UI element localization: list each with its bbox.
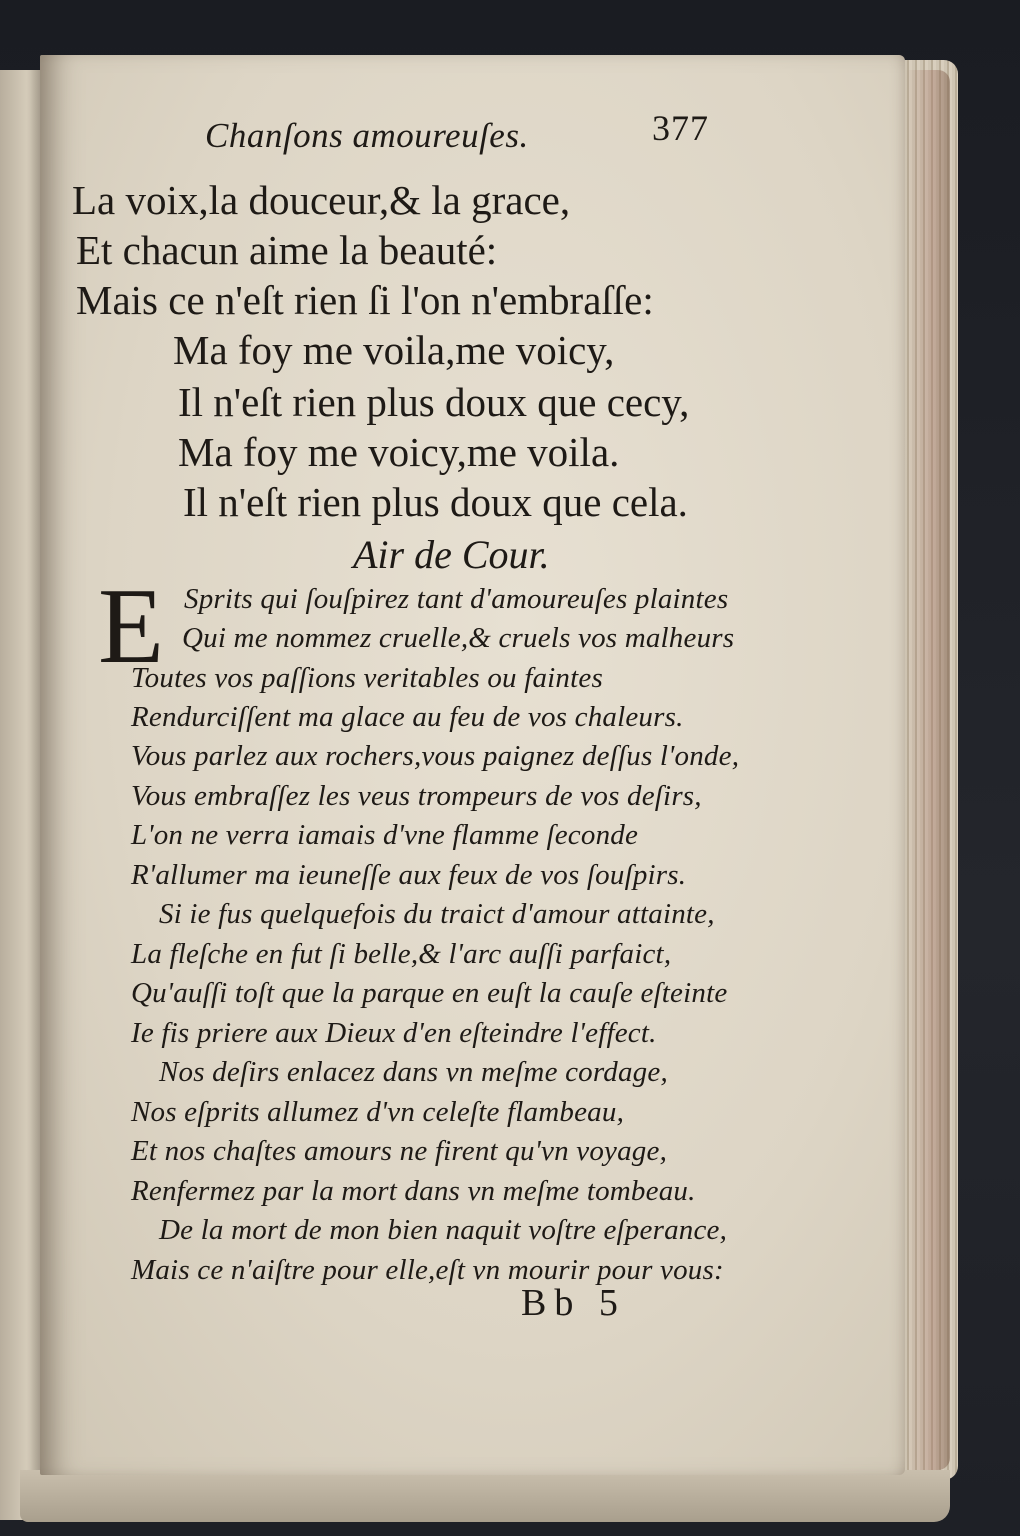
verse-line-indented: Il n'eſt rien plus doux que cela. (183, 479, 688, 525)
verse-line-indented: Il n'eſt rien plus doux que cecy, (178, 379, 690, 425)
book-bottom-edge (20, 1470, 950, 1522)
verse-line-indented: Ma foy me voila,me voicy, (173, 327, 615, 373)
verse-line: Mais ce n'eſt rien ſi l'on n'embraſſe: (76, 277, 654, 323)
page-stack-stain (905, 70, 950, 1470)
section-title: Air de Cour. (353, 532, 550, 577)
poem-line: Vous parlez aux rochers,vous paignez deſſus l'onde, (131, 740, 740, 772)
poem-line: Ie fis priere aux Dieux d'en eſteindre l'effect. (131, 1017, 657, 1049)
signature-mark: Bb 5 (521, 1282, 626, 1324)
verse-line: Et chacun aime la beauté: (76, 227, 498, 273)
poem-line: L'on ne verra iamais d'vne flamme ſeconde (131, 819, 639, 851)
poem-line: Qui me nommez cruelle,& cruels vos malheurs (182, 622, 735, 654)
verse-line: La voix,la douceur,& la grace, (72, 177, 571, 223)
poem-line: Mais ce n'aiſtre pour elle,eſt vn mourir pour vous: (131, 1254, 724, 1286)
poem-line: La fleſche en fut ſi belle,& l'arc auſſi parfaict, (131, 938, 672, 970)
poem-line: R'allumer ma ieuneſſe aux feux de vos ſouſpirs. (131, 859, 687, 891)
drop-cap-initial: E (98, 567, 164, 686)
poem-line: Nos eſprits allumez d'vn celeſte flambeau, (131, 1096, 625, 1128)
poem-line: Et nos chaſtes amours ne firent qu'vn voyage, (131, 1135, 668, 1167)
poem-line: Vous embraſſez les veus trompeurs de vos deſirs, (131, 780, 702, 812)
poem-line: Sprits qui ſouſpirez tant d'amoureuſes plaintes (184, 583, 729, 615)
page-number: 377 (652, 108, 709, 148)
poem-line: Renfermez par la mort dans vn meſme tombeau. (131, 1175, 696, 1207)
poem-line-indented: Nos deſirs enlacez dans vn meſme cordage, (159, 1056, 668, 1088)
poem-line: Toutes vos paſſions veritables ou faintes (131, 662, 603, 694)
poem-line-indented: De la mort de mon bien naquit voſtre eſperance, (159, 1214, 728, 1246)
poem-line-indented: Si ie fus quelquefois du traict d'amour attainte, (159, 898, 715, 930)
verse-line-indented: Ma foy me voicy,me voila. (178, 429, 620, 475)
poem-line: Rendurciſſent ma glace au feu de vos chaleurs. (131, 701, 684, 733)
poem-line: Qu'auſſi toſt que la parque en euſt la cauſe eſteinte (131, 977, 728, 1009)
running-title: Chanſons amoureuſes. (205, 116, 529, 155)
